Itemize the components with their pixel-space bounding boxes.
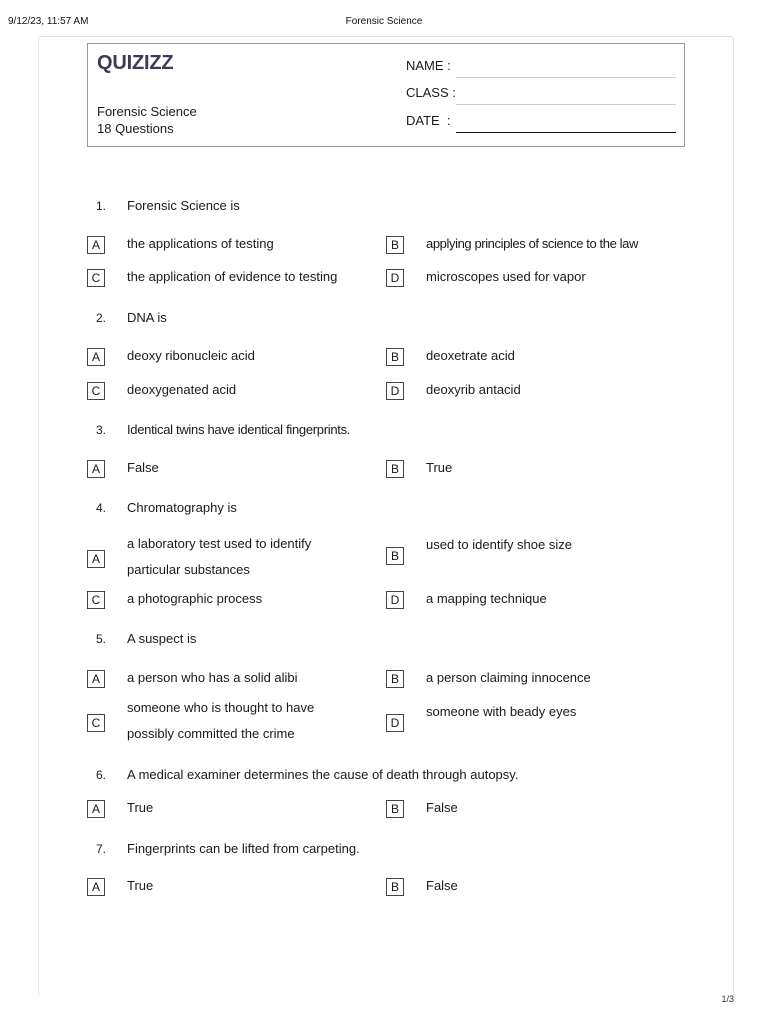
question-text: Fingerprints can be lifted from carpeting. [127,841,360,856]
option-text: False [127,460,159,475]
option-text: False [426,878,458,893]
option-box: A [87,670,105,688]
class-label: CLASS : [406,85,456,100]
option-text: a person claiming innocence [426,670,591,685]
question-number: 7. [96,842,107,856]
option-text: deoxetrate acid [426,348,515,363]
option-box: D [386,382,404,400]
quizizz-logo: QUIZIZZ [97,52,174,74]
date-line [456,132,676,133]
class-line [456,104,676,105]
option-text: deoxy ribonucleic acid [127,348,255,363]
option-box: A [87,800,105,818]
option-text: the application of evidence to testing [127,269,338,284]
question-text: Forensic Science is [127,198,240,213]
question-count: 18 Questions [97,121,174,136]
question-text: A suspect is [127,631,197,646]
option-box: D [386,591,404,609]
option-text: someone who is thought to have possibly committed the crime [127,700,315,741]
option-text: True [426,460,453,475]
date-field [406,113,676,133]
option-box: B [386,547,404,565]
option-text: someone with beady eyes [426,704,577,719]
worksheet-header [87,43,685,147]
option-text: a laboratory test used to identify particular substances [127,536,312,577]
date-label: DATE : [406,113,451,128]
option-text: deoxyrib antacid [426,382,521,397]
option-box: C [87,269,105,287]
option-box: B [386,236,404,254]
option-text: microscopes used for vapor [426,269,586,284]
option-box: D [386,714,404,732]
question-text: Chromatography is [127,500,237,515]
option-box: D [386,269,404,287]
print-header [0,16,768,30]
option-text: used to identify shoe size [426,537,572,552]
option-box: C [87,714,105,732]
option-box: A [87,878,105,896]
option-text: deoxygenated acid [127,382,237,397]
question-number: 1. [96,199,107,213]
print-datetime: 9/12/23, 11:57 AM [8,16,89,27]
question-number: 5. [96,632,107,646]
option-box: C [87,382,105,400]
question-number: 2. [96,311,107,325]
name-line [456,77,676,78]
name-label: NAME : [406,58,451,73]
option-box: A [87,236,105,254]
option-text: applying principles of science to the law [426,236,638,251]
option-box: C [87,591,105,609]
option-box: B [386,460,404,478]
option-box: A [87,348,105,366]
page-number: 1/3 [721,994,734,1004]
option-box: B [386,348,404,366]
print-title: Forensic Science [345,16,423,27]
option-text: a photographic process [127,591,263,606]
option-text: True [127,800,154,815]
option-box: A [87,460,105,478]
question-text: A medical examiner determines the cause of death through autopsy. [127,767,519,782]
option-text: the applications of testing [127,236,274,251]
option-box: B [386,878,404,896]
name-field [406,58,676,78]
question-number: 4. [96,501,107,515]
question-text: DNA is [127,310,167,325]
option-text: a person who has a solid alibi [127,670,298,685]
question-number: 3. [96,423,107,437]
question-text: Identical twins have identical fingerprints. [127,422,351,437]
option-box: A [87,550,105,568]
option-text: False [426,800,458,815]
quiz-title: Forensic Science [97,104,197,119]
option-box: B [386,800,404,818]
option-text: True [127,878,154,893]
question-number: 6. [96,768,107,782]
option-text: a mapping technique [426,591,547,606]
class-field [406,85,676,105]
option-box: B [386,670,404,688]
